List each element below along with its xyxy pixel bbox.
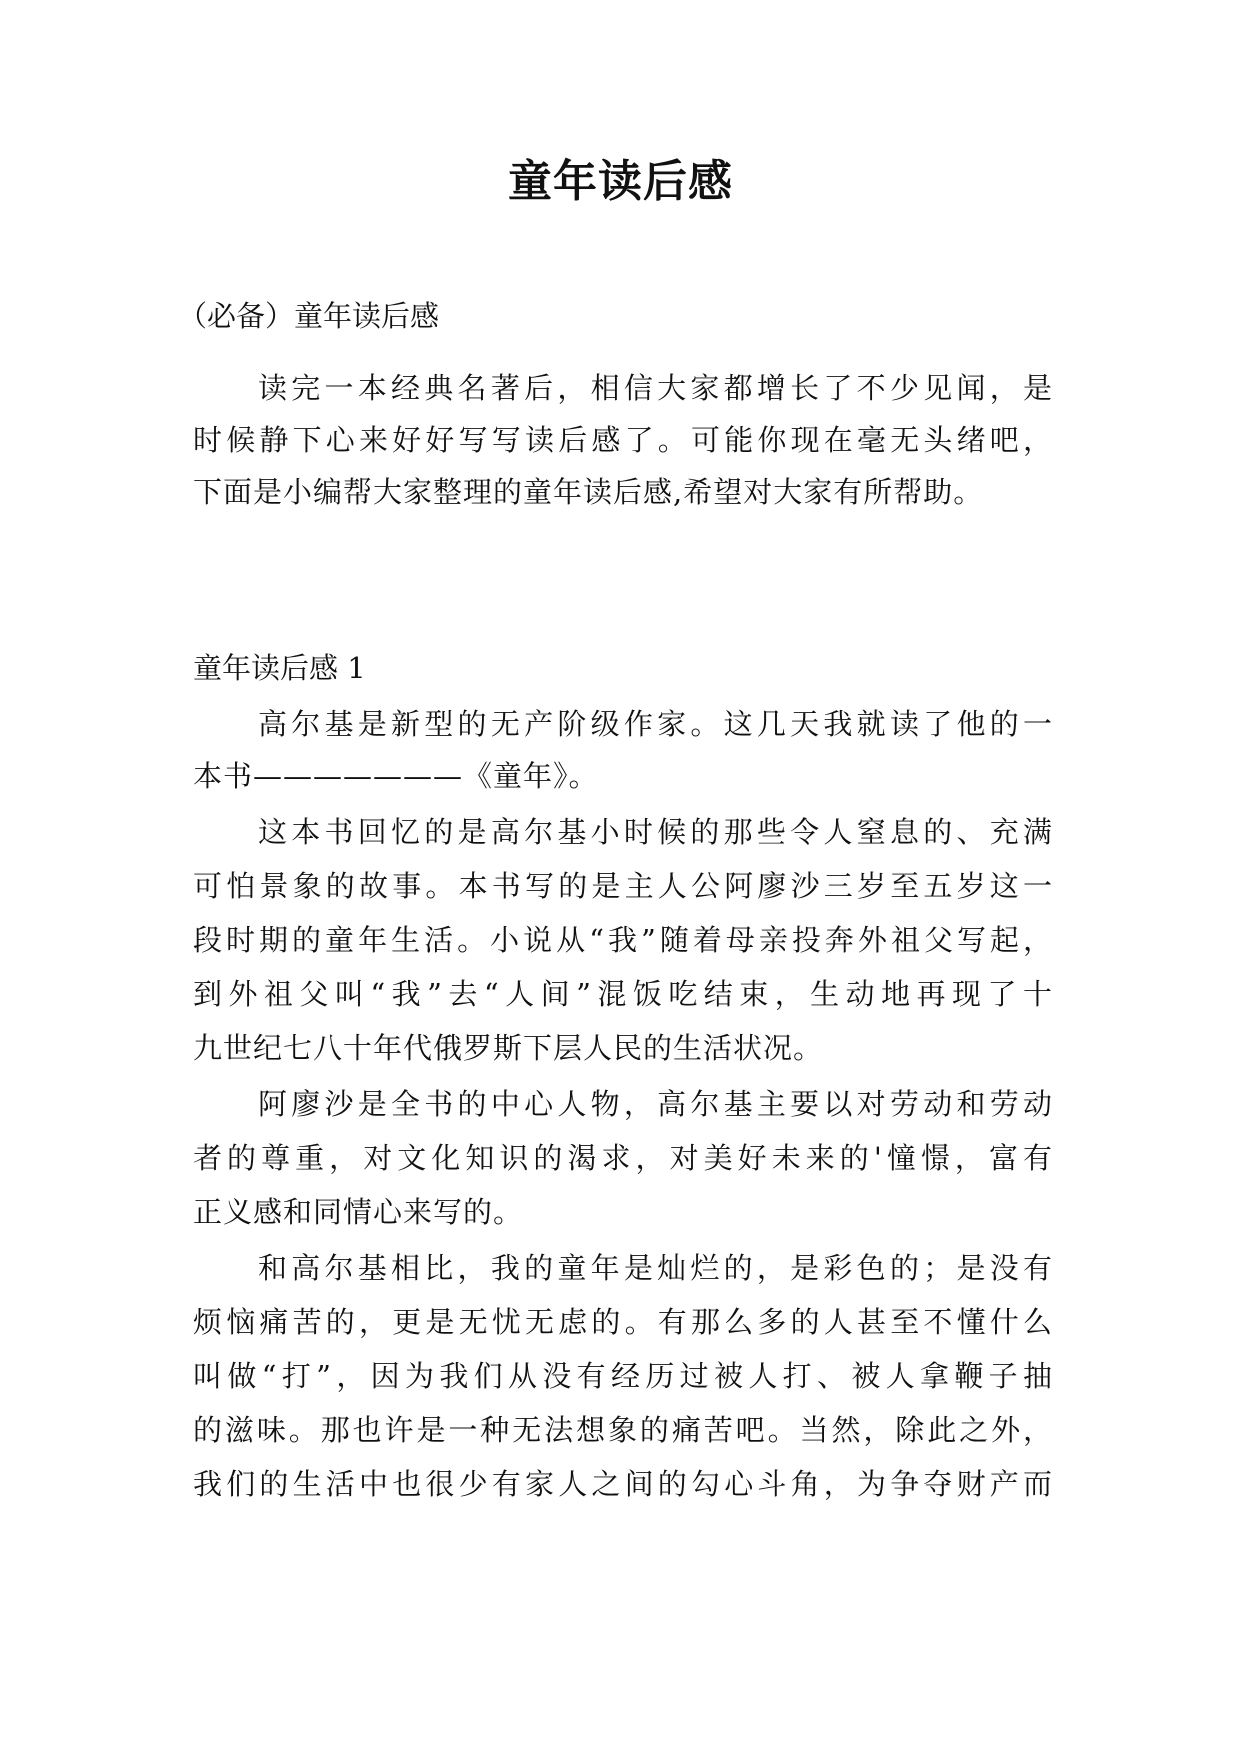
intro-line: 下面是小编帮大家整理的童年读后感,希望对大家有所帮助。 — [193, 475, 984, 509]
body-line: 者的尊重，对文化知识的渴求，对美好未来的'憧憬，富有 — [193, 1141, 1053, 1175]
body-line: 阿廖沙是全书的中心人物，高尔基主要以对劳动和劳动 — [258, 1087, 1053, 1121]
body-line: 和高尔基相比，我的童年是灿烂的，是彩色的；是没有 — [258, 1251, 1053, 1285]
body-line: 段时期的童年生活。小说从“我”随着母亲投奔外祖父写起， — [193, 923, 1053, 957]
body-line: 可怕景象的故事。本书写的是主人公阿廖沙三岁至五岁这一 — [193, 869, 1053, 903]
body-line: 的滋味。那也许是一种无法想象的痛苦吧。当然，除此之外， — [193, 1413, 1053, 1447]
intro-line: 时候静下心来好好写写读后感了。可能你现在毫无头绪吧， — [193, 423, 1053, 457]
body-line: 叫做“打”，因为我们从没有经历过被人打、被人拿鞭子抽 — [193, 1359, 1053, 1393]
intro-line: 读完一本经典名著后，相信大家都增长了不少见闻，是 — [258, 371, 1053, 405]
body-line: 这本书回忆的是高尔基小时候的那些令人窒息的、充满 — [258, 815, 1053, 849]
body-line: 本书———————《童年》。 — [193, 759, 599, 793]
document-title: 童年读后感 — [508, 156, 733, 207]
document-subtitle: （必备）童年读后感 — [178, 299, 440, 333]
body-line: 到外祖父叫“我”去“人间”混饭吃结束，生动地再现了十 — [193, 977, 1053, 1011]
body-line: 高尔基是新型的无产阶级作家。这几天我就读了他的一 — [258, 707, 1053, 741]
section-heading: 童年读后感 1 — [193, 651, 366, 685]
body-line: 我们的生活中也很少有家人之间的勾心斗角，为争夺财产而 — [193, 1467, 1053, 1501]
body-line: 九世纪七八十年代俄罗斯下层人民的生活状况。 — [193, 1031, 824, 1065]
body-line: 正义感和同情心来写的。 — [193, 1195, 524, 1229]
body-line: 烦恼痛苦的，更是无忧无虑的。有那么多的人甚至不懂什么 — [193, 1305, 1053, 1339]
